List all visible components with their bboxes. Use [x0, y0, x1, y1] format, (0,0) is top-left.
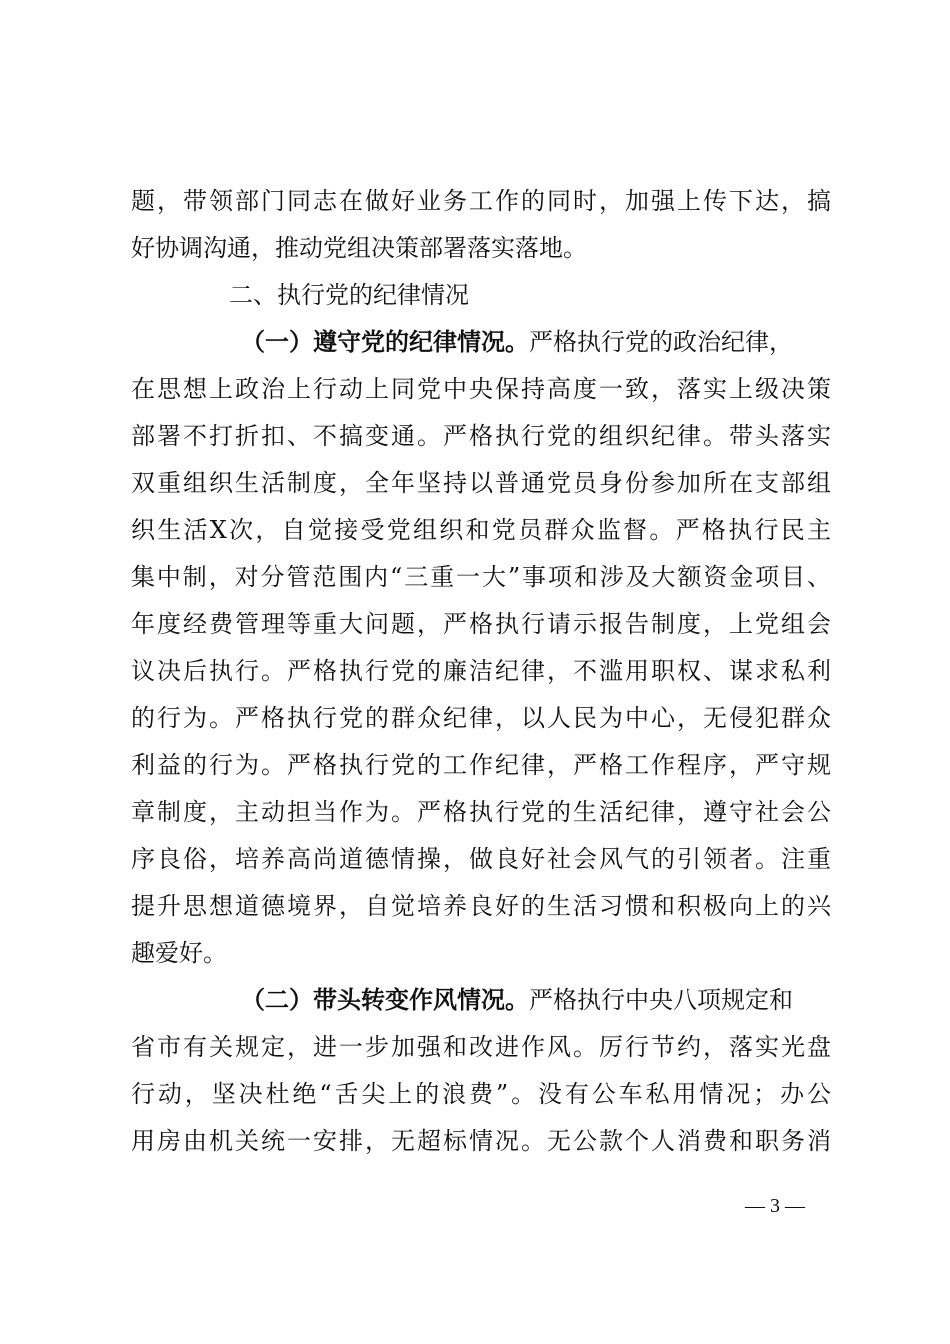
body-text-line: 题，带领部门同志在做好业务工作的同时，加强上传下达，搞: [131, 187, 831, 215]
body-text-line: 提升思想道德境界，自觉培养良好的生活习惯和积极向上的兴: [131, 892, 831, 920]
body-text-line: 序良俗，培养高尚道德情操，做良好社会风气的引领者。注重: [131, 845, 831, 873]
body-text-line: 行动，坚决杜绝“舌尖上的浪费”。没有公车私用情况；办公: [131, 1080, 831, 1108]
body-text-line: 用房由机关统一安排，无超标情况。无公款个人消费和职务消: [131, 1127, 831, 1155]
body-text-line: 好协调沟通，推动党组决策部署落实落地。: [131, 234, 587, 262]
body-text-line: 议决后执行。严格执行党的廉洁纪律，不滥用职权、谋求私利: [131, 657, 831, 685]
subsection-heading: （二）带头转变作风情况。: [241, 986, 529, 1014]
body-text-span: 严格执行中央八项规定和: [529, 986, 793, 1014]
body-text-line: 部署不打折扣、不搞变通。严格执行党的组织纪律。带头落实: [131, 422, 831, 450]
body-text-line: 年度经费管理等重大问题，严格执行请示报告制度，上党组会: [131, 610, 831, 638]
body-text-line: 章制度，主动担当作为。严格执行党的生活纪律，遵守社会公: [131, 798, 831, 826]
body-text-line: 织生活X次，自觉接受党组织和党员群众监督。严格执行民主: [131, 516, 831, 544]
subsection-first-line: [241, 977, 831, 1023]
subsection-first-line: [241, 319, 831, 365]
body-text-line: 的行为。严格执行党的群众纪律，以人民为中心，无侵犯群众: [131, 704, 831, 732]
body-text-line: 集中制，对分管范围内“三重一大”事项和涉及大额资金项目、: [131, 563, 831, 591]
page-number: — 3 —: [745, 1195, 805, 1217]
body-text-span: 严格执行党的政治纪律，: [529, 328, 793, 356]
section-heading: 二、执行党的纪律情况: [229, 281, 469, 309]
body-text-line: 省市有关规定，进一步加强和改进作风。厉行节约，落实光盘: [131, 1033, 831, 1061]
body-text-line: 趣爱好。: [131, 939, 227, 967]
body-text-line: 在思想上政治上行动上同党中央保持高度一致，落实上级决策: [131, 375, 831, 403]
body-text-line: 利益的行为。严格执行党的工作纪律，严格工作程序，严守规: [131, 751, 831, 779]
subsection-heading: （一）遵守党的纪律情况。: [241, 328, 529, 356]
body-text-line: 双重组织生活制度，全年坚持以普通党员身份参加所在支部组: [131, 469, 831, 497]
